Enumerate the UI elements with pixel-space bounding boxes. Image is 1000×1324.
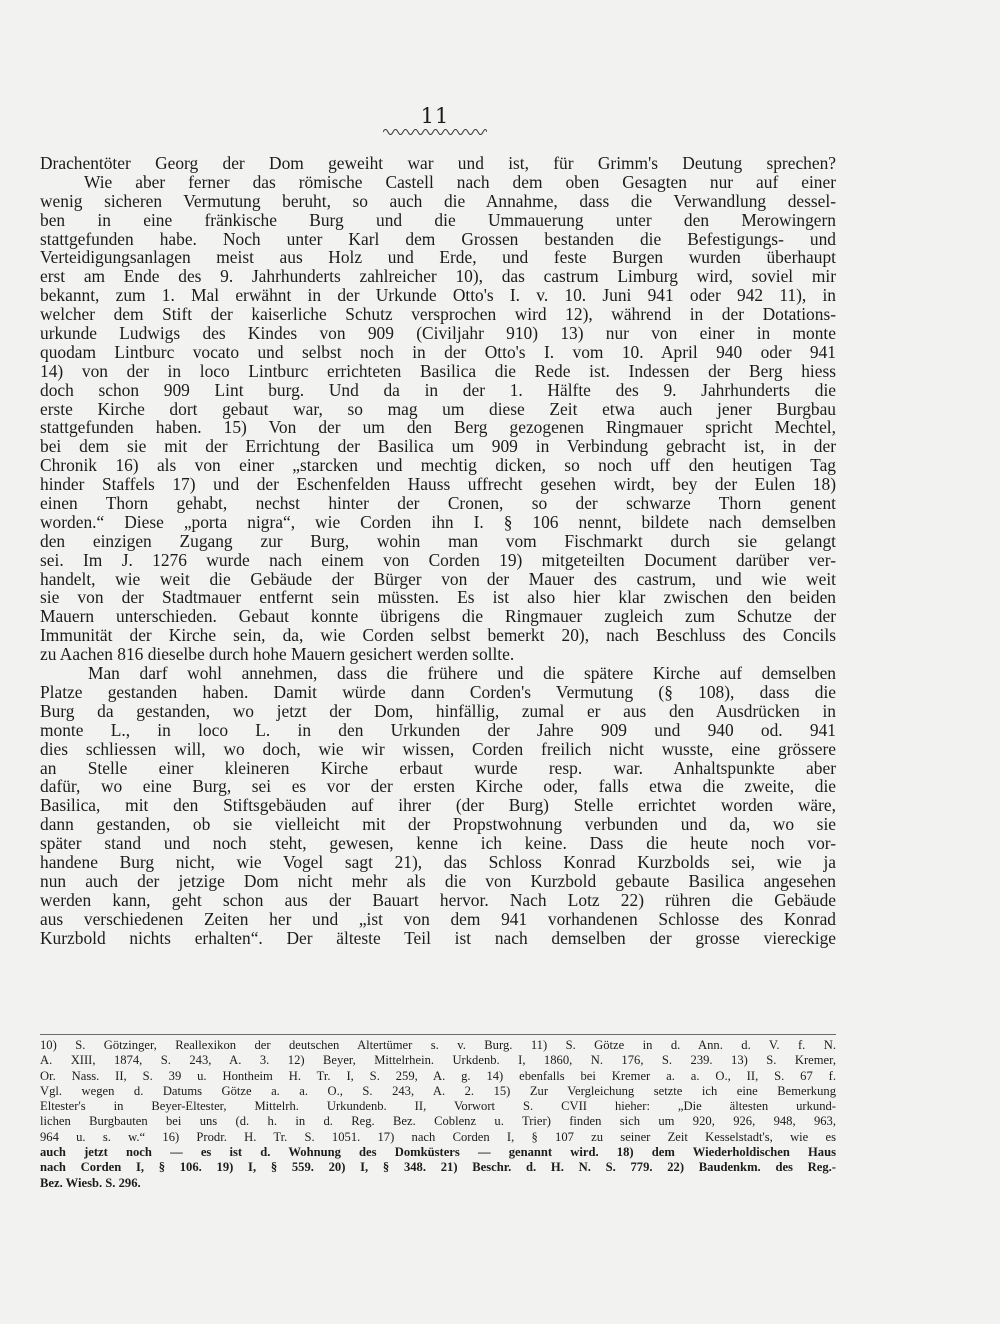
text-line: sie von der Stadtmauer entfernt sein müssten. Es ist also hier klar zwischen den beiden (40, 587, 836, 608)
footnote-line: Eltester's in Beyer-Eltester, Mittelrh. Urkundenb. II, Vorwort S. CVII hieher: „Die ältesten urkund- (40, 1099, 836, 1114)
footnote-line: Vgl. wegen d. Datums Götze a. a. O., S. 243, A. 2. 15) Zur Vergleichung setzte ich eine Bemerkung (40, 1083, 836, 1098)
text-line: erste Kirche dort gebaut war, so mag um diese Zeit etwa auch jener Burgbau (40, 398, 836, 419)
text-line: Drachentöter Georg der Dom geweiht war und ist, für Grimm's Deutung sprechen? (40, 153, 836, 173)
text-line: 14) von der in loco Lintburc errichteten Basilica die Rede ist. Indessen der Berg hiess (40, 360, 836, 381)
footnote-line: A. XIII, 1874, S. 243, A. 3. 12) Beyer, Mittelrhein. Urkdenb. I, 1860, N. 176, S. 239. 13) S. Kremer, (40, 1053, 836, 1068)
footnotes (40, 1038, 836, 1191)
text-line: Chronik 16) als von einer „starcken und mechtig dicken, so noch uff den heutigen Tag (40, 455, 836, 476)
text-line: dies schliessen will, wo doch, wie wir wissen, Corden freilich nicht wusste, eine grössere (40, 738, 836, 759)
text-line: an Stelle einer kleineren Kirche erbaut wurde resp. war. Anhaltspunkte aber (40, 757, 836, 778)
text-line: Wie aber ferner das römische Castell nach dem oben Gesagten nur auf einer (84, 171, 836, 192)
text-line: Mauern unterschieden. Gebaut konnte übrigens die Ringmauer zugleich zum Schutze der (40, 606, 836, 627)
text-line: quodam Lintburc vocato und selbst noch in der Otto's I. vom 10. April 940 oder 941 (40, 341, 836, 362)
text-line: worden.“ Diese „porta nigra“, wie Corden ihn I. § 106 nennt, bildete nach demselben (40, 511, 836, 532)
footnote-line: 964 u. s. w.“ 16) Prodr. H. Tr. S. 1051. 17) nach Corden I, § 107 zu seiner Zeit Kesselstadt's, wie es (40, 1129, 836, 1144)
body-text (40, 154, 836, 947)
text-line: Basilica, mit den Stiftsgebäuden auf ihrer (der Burg) Stelle errichtet worden wäre, (40, 795, 836, 816)
text-line: dann gestanden, ob sie vielleicht mit der Propstwohnung verbunden und da, wo sie (40, 814, 836, 835)
text-line: nun auch der jetzige Dom nicht mehr als die von Kurzbold gebaute Basilica angesehen (40, 870, 836, 891)
text-line: aus verschiedenen Zeiten her und „ist von dem 941 vorhandenen Schlosse des Konrad (40, 908, 836, 929)
text-line: zu Aachen 816 dieselbe durch hohe Mauern gesichert werden sollte. (40, 644, 515, 665)
footnote-line: lichen Burgbauten bei uns (d. h. in d. Reg. Bez. Coblenz u. Trier) finden sich um 920, 926, 948, 963, (40, 1114, 836, 1129)
text-line: Immunität der Kirche sein, da, wie Corden selbst bemerkt 20), nach Beschluss des Concils (40, 625, 836, 646)
text-line: wenig sicheren Vermutung beruht, so auch die Annahme, dass die Verwandlung dessel- (40, 190, 836, 211)
text-line: einen Thorn gehabt, nechst hinter der Cronen, so der schwarze Thorn genent (40, 493, 836, 514)
paragraph-2 (40, 664, 836, 947)
text-line: welcher dem Stift der kaiserliche Schutz versprochen wird 12), während in der Dotations- (40, 304, 836, 325)
text-line: Man darf wohl annehmen, dass die frühere und die spätere Kirche auf demselben (88, 663, 836, 684)
text-line: später stand und noch steht, gewesen, kenne ich keine. Dass die heute noch vor- (40, 833, 836, 854)
wavy-line-ornament (383, 126, 487, 136)
text-line: werden kann, geht schon aus der Bauart hervor. Nach Lotz 22) rühren die Gebäude (40, 889, 836, 910)
text-line: ben in eine fränkische Burg und die Ummauerung unter den Merowingern (40, 209, 836, 230)
paragraph-1 (40, 154, 836, 664)
text-line: Verteidigungsanlagen meist aus Holz und Erde, und feste Burgen wurden überhaupt (40, 247, 836, 268)
text-line: den einzigen Zugang zur Burg, wohin man vom Fischmarkt durch sie gelangt (40, 530, 836, 551)
footnote-line: Or. Nass. II, S. 39 u. Hontheim H. Tr. I, S. 259, A. g. 14) ebenfalls bei Kremer a. a. O., II, S. 67 f. (40, 1068, 836, 1083)
text-line: stattgefunden habe. Noch unter Karl dem Grossen bestanden die Befestigungs- und (40, 228, 836, 249)
footnote-line: nach Corden I, § 106. 19) I, § 559. 20) I, § 348. 21) Beschr. d. H. N. S. 779. 22) Baudenkm. des Reg.- (40, 1160, 836, 1175)
text-line: urkunde Ludwigs des Kindes von 909 (Civiljahr 910) 13) nur von einer in monte (40, 323, 836, 344)
text-line: dafür, wo eine Burg, sei es vor der ersten Kirche oder, falls etwa die zweite, die (40, 776, 836, 797)
text-line: handelt, wie weit die Gebäude der Bürger von der Mauer des castrum, und wie weit (40, 568, 836, 589)
text-line: handene Burg nicht, wie Vogel sagt 21), das Schloss Konrad Kurzbolds sei, wie ja (40, 851, 836, 872)
text-line: monte L., in loco L. in den Urkunden der Jahre 909 und 940 od. 941 (40, 719, 836, 740)
text-line: hinder Staffels 17) und der Eschenfelden Hauss uffrecht gesehen wirdt, bey der Eulen 18) (40, 474, 836, 495)
text-line: doch schon 909 Lint burg. Und da in der 1. Hälfte des 9. Jahrhunderts die (40, 379, 836, 400)
footnote-line: Bez. Wiesb. S. 296. (40, 1175, 141, 1190)
text-line: stattgefunden haben. 15) Von der um den Berg gezogenen Ringmauer spricht Mechtel, (40, 417, 836, 438)
footnote-line: 10) S. Götzinger, Reallexikon der deutschen Altertümer s. v. Burg. 11) S. Götze in d. Ann. d. V. f. N. (40, 1038, 836, 1052)
footnote-line: auch jetzt noch — es ist d. Wohnung des Domküsters — genannt wird. 18) dem Wiederholdischen Haus (40, 1145, 836, 1160)
text-line: Platze gestanden haben. Damit würde dann Corden's Vermutung (§ 108), dass die (40, 681, 836, 702)
page-number: 11 (420, 104, 450, 128)
footnote-separator (40, 1034, 836, 1035)
text-line: bei dem sie mit der Errichtung der Basilica um 909 in Verbindung gebracht ist, in der (40, 436, 836, 457)
text-line: erst am Ende des 9. Jahrhunderts zahlreicher 10), das castrum Limburg wird, soviel mir (40, 266, 836, 287)
text-line: Kurzbold nichts erhalten“. Der älteste Teil ist nach demselben der grosse viereckige (40, 927, 836, 948)
text-line: sei. Im J. 1276 wurde nach einem von Corden 19) mitgeteilten Document darüber ver- (40, 549, 836, 570)
text-line: bekannt, zum 1. Mal erwähnt in der Urkunde Otto's I. v. 10. Juni 941 oder 942 11), in (40, 285, 836, 306)
text-line: Burg da gestanden, wo jetzt der Dom, hinfällig, zumal er aus den Ausdrücken in (40, 700, 836, 721)
